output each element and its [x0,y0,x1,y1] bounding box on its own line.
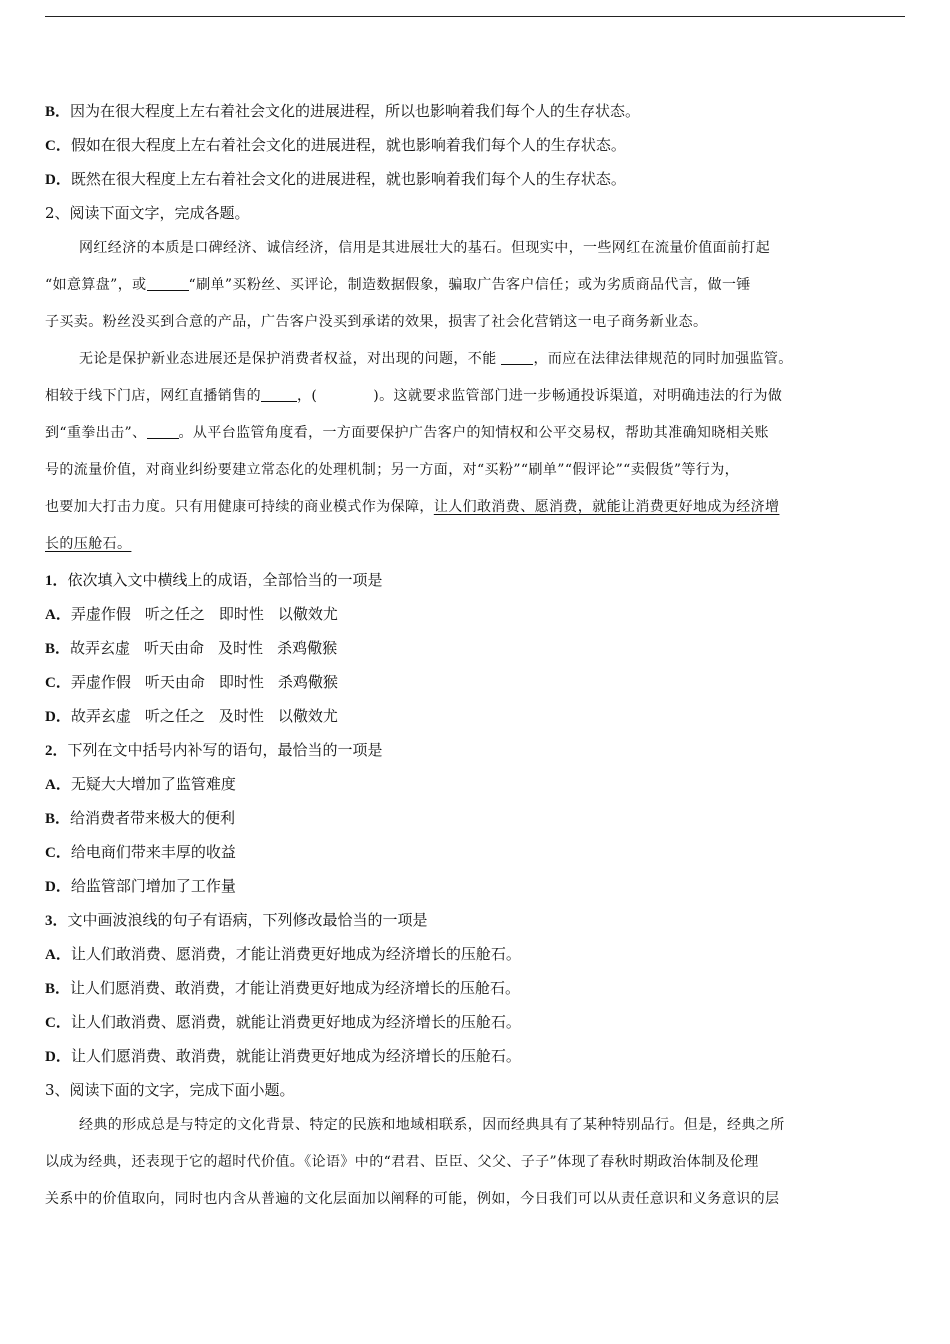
passage-text: 也要加大打击力度。只有用健康可持续的商业模式作为保障， [45,499,434,515]
option-d [45,869,907,903]
option-letter: A． [45,607,71,623]
fill-blank [501,350,533,365]
option-text: 让人们愿消费、敢消费，就能让消费更好地成为经济增长的压舱石。 [70,1047,521,1065]
option-letter: B． [45,811,71,827]
option-letter: D． [45,1049,71,1065]
fill-blank [147,424,179,439]
option-item: 弄虚作假 [70,605,131,623]
passage-line [45,267,907,304]
question-stem [45,733,907,767]
option-item: 弄虚作假 [70,673,131,691]
option-text: 给电商们带来丰厚的收益 [70,843,236,861]
passage-line: 网红经济的本质是口碑经济、诚信经济，信用是其进展壮大的基石。但现实中，一些网红在流量价值面前打起 [79,240,771,256]
question-stem [45,903,907,937]
option-text: 假如在很大程度上左右着社会文化的进展进程，就也影响着我们每个人的生存状态。 [70,136,626,154]
option-a [45,597,907,631]
passage-line: 关系中的价值取向，同时也内含从普遍的文化层面加以阐释的可能，例如，今日我们可以从责任意识和义务意识的层 [45,1191,780,1207]
option-item: 听天由命 [144,673,205,691]
option-b [45,631,907,665]
option-letter: C． [45,675,71,691]
option-b [45,801,907,835]
option-text: 给监管部门增加了工作量 [70,877,236,895]
option-item: 杀鸡儆猴 [277,639,338,657]
option-text: 让人们敢消费、愿消费，就能让消费更好地成为经济增长的压舱石。 [70,1013,521,1031]
option-d [45,1039,907,1073]
passage-text: ，而应在法律法律规范的同时加强监管。 [533,351,793,367]
header-rule [45,16,905,17]
passage-text: 。从平台监管角度看，一方面要保护广告客户的知情权和公平交易权，帮助其准确知晓相关账 [178,425,769,441]
fill-blank [147,276,189,291]
passage-line [45,378,907,415]
option-item: 听天由命 [144,639,205,657]
passage-text: “刷单”买粉丝、买评论，制造数据假象，骗取广告客户信任；或为劣质商品代言，做一锤 [188,277,751,293]
passage-text: 相较于线下门店，网红直播销售的 [45,388,261,404]
option-letter: B． [45,981,71,997]
option-text: 给消费者带来极大的便利 [70,809,236,827]
question-text: 依次填入文中横线上的成语，全部恰当的一项是 [67,571,383,589]
option-item: 以儆效尤 [277,707,338,725]
wavy-underlined-sentence: 长的压舱石。 [45,536,132,552]
option-c [45,835,907,869]
option-item: 及时性 [218,639,264,657]
option-text: 无疑大大增加了监管难度 [70,775,236,793]
option-item: 以儆效尤 [277,605,338,623]
passage-text: 无论是保护新业态进展还是保护消费者权益，对出现的问题，不能 [79,351,497,367]
question-stem [45,563,907,597]
passage-line [45,526,907,563]
passage-text: ，( [297,388,318,404]
question-number: 2． [45,743,68,759]
passage-line: 以成为经典，还表现于它的超时代价值。《论语》中的“君君、臣臣、父父、子子”体现了春秋时期政治体制及伦理 [45,1154,759,1170]
option-d [45,699,907,733]
passage-line [45,489,907,526]
option-text: 因为在很大程度上左右着社会文化的进展进程，所以也影响着我们每个人的生存状态。 [70,102,641,120]
option-a [45,937,907,971]
option-letter: B． [45,641,71,657]
option-item: 故弄玄虚 [70,639,131,657]
passage-text: “如意算盘”，或 [45,277,147,293]
passage [45,230,907,563]
option-c [45,128,907,162]
passage-text: 到“重拳出击”、 [45,425,147,441]
option-letter: D． [45,709,71,725]
option-a [45,767,907,801]
option-c [45,1005,907,1039]
option-c [45,665,907,699]
document-body [45,94,907,1218]
option-letter: B． [45,104,71,120]
passage-line: 号的流量价值，对商业纠纷要建立常态化的处理机制；另一方面，对“买粉”“刷单”“假评论”“卖假货”等行为， [45,462,740,478]
passage-line [45,341,907,378]
option-text: 让人们愿消费、敢消费，才能让消费更好地成为经济增长的压舱石。 [70,979,521,997]
option-letter: D． [45,172,71,188]
option-text: 既然在很大程度上左右着社会文化的进展进程，就也影响着我们每个人的生存状态。 [70,170,626,188]
option-letter: A． [45,947,71,963]
passage [45,1107,907,1218]
section-heading: 2、阅读下面文字，完成各题。 [45,204,250,222]
option-item: 听之任之 [144,707,205,725]
section-heading: 3、阅读下面的文字，完成下面小题。 [45,1081,295,1099]
option-letter: C． [45,1015,71,1031]
option-d [45,162,907,196]
fill-blank [261,387,297,402]
option-b [45,94,907,128]
option-item: 及时性 [218,707,264,725]
option-item: 即时性 [218,673,264,691]
option-text: 让人们敢消费、愿消费，才能让消费更好地成为经济增长的压舱石。 [70,945,521,963]
option-item: 杀鸡儆猴 [277,673,338,691]
option-letter: D． [45,879,71,895]
option-letter: A． [45,777,71,793]
passage-line: 子买卖。粉丝没买到合意的产品，广告客户没买到承诺的效果，损害了社会化营销这一电子商务新业态。 [45,314,708,330]
passage-line [45,415,907,452]
question-text: 下列在文中括号内补写的语句，最恰当的一项是 [67,741,383,759]
question-text: 文中画波浪线的句子有语病，下列修改最恰当的一项是 [67,911,428,929]
option-b [45,971,907,1005]
option-item: 听之任之 [144,605,205,623]
option-item: 故弄玄虚 [70,707,131,725]
question-number: 3． [45,913,68,929]
option-item: 即时性 [218,605,264,623]
option-letter: C． [45,845,71,861]
wavy-underlined-sentence: 让人们敢消费、愿消费，就能让消费更好地成为经济增 [433,499,780,515]
passage-line: 经典的形成总是与特定的文化背景、特定的民族和地域相联系，因而经典具有了某种特别品行。但是，经典之所 [79,1117,785,1133]
question-number: 1． [45,573,68,589]
option-letter: C． [45,138,71,154]
passage-text: )。这就要求监管部门进一步畅通投诉渠道，对明确违法的行为做 [373,388,783,404]
